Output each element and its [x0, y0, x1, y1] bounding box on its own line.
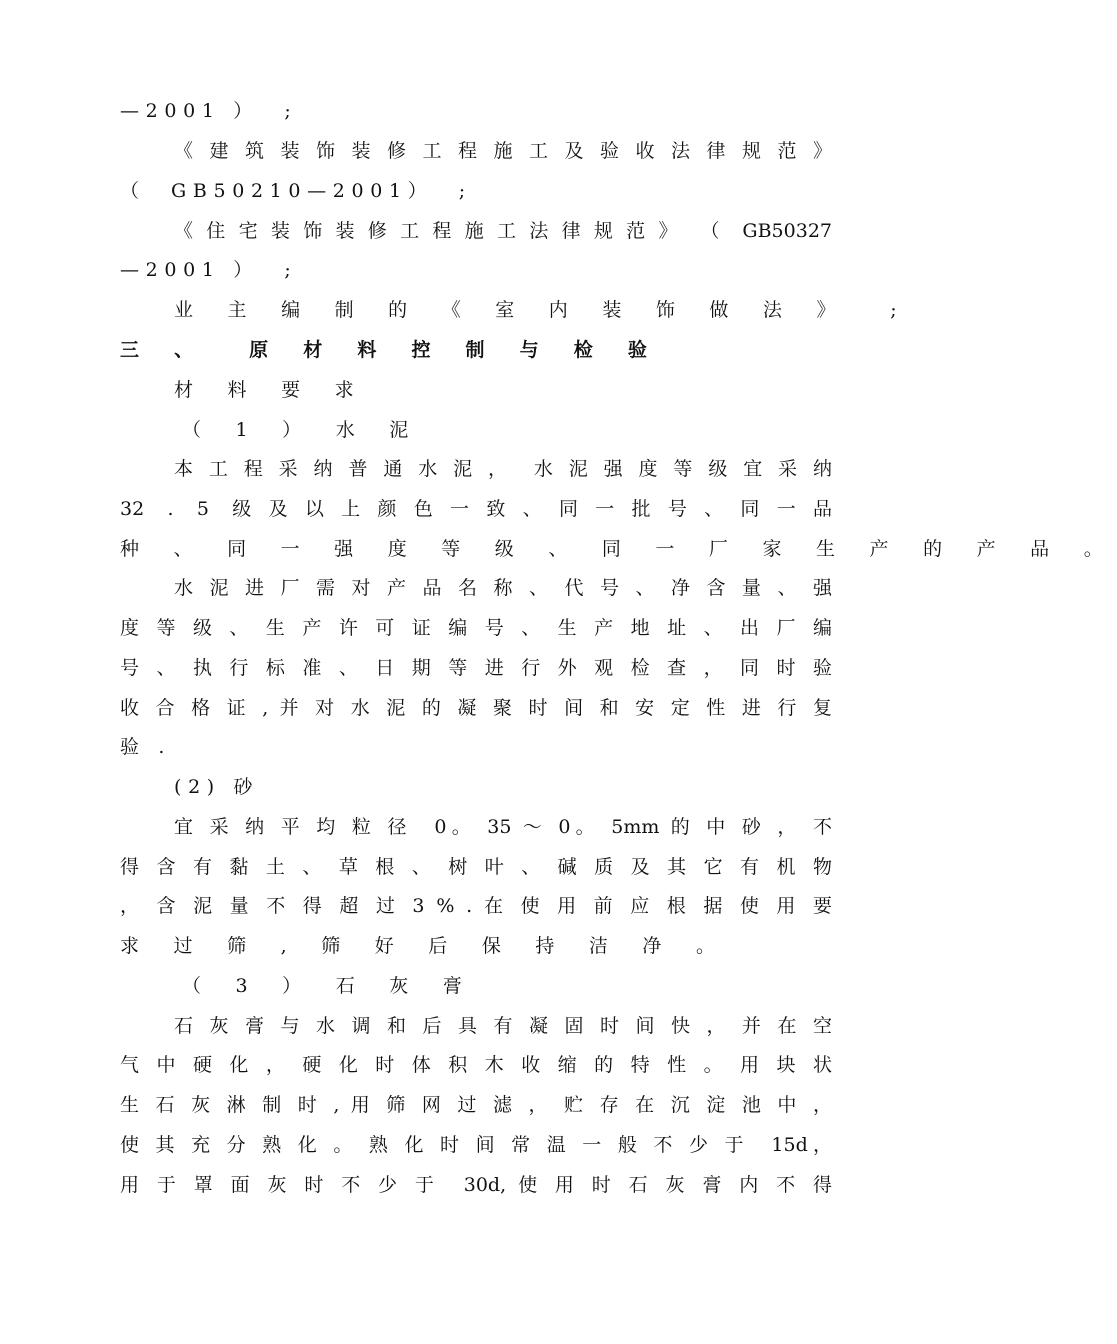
text-line: 号 、 执 行 标 准 、 日 期 等 进 行 外 观 检 查 ， 同 时 验 — [120, 657, 832, 679]
section-heading: 三 、 原 材 料 控 制 与 检 验 — [120, 339, 662, 361]
text-line: 验 . — [120, 736, 172, 758]
text-line: 石 灰 膏 与 水 调 和 后 具 有 凝 固 时 间 快 ， 并 在 空 — [174, 1015, 832, 1037]
subheading: （ 3 ） 石 灰 膏 — [182, 975, 477, 997]
subheading: 材 料 要 求 — [174, 379, 368, 401]
text-line: 《 住 宅 装 饰 装 修 工 程 施 工 法 律 规 范 》 （ GB50327 — [174, 220, 832, 242]
text-line: 《 建 筑 装 饰 装 修 工 程 施 工 及 验 收 法 律 规 范 》 — [174, 140, 832, 162]
text-line: 求 过 筛 , 筛 好 后 保 持 洁 净 。 — [120, 935, 730, 957]
text-line: 32 . 5 级 及 以 上 颜 色 一 致 、 同 一 批 号 、 同 一 品 — [120, 498, 832, 520]
text-line: 用 于 罩 面 灰 时 不 少 于 30d, 使 用 时 石 灰 膏 内 不 得 — [120, 1174, 832, 1196]
text-line: 业 主 编 制 的 《 室 内 装 饰 做 法 》 ; — [174, 299, 911, 321]
subheading: （ 1 ） 水 泥 — [182, 419, 423, 441]
text-line: 宜 采 纳 平 均 粒 径 0。 35 ～ 0。 5mm 的 中 砂 ， 不 — [174, 816, 832, 838]
text-line: 本 工 程 采 纳 普 通 水 泥 ， 水 泥 强 度 等 级 宜 采 纳 — [174, 458, 832, 480]
text-line: 使 其 充 分 熟 化 。 熟 化 时 间 常 温 一 般 不 少 于 15d， — [120, 1134, 832, 1156]
text-line: 生 石 灰 淋 制 时 , 用 筛 网 过 滤 ， 贮 存 在 沉 淀 池 中 ， — [120, 1094, 832, 1116]
text-line: 水 泥 进 厂 需 对 产 品 名 称 、 代 号 、 净 含 量 、 强 — [174, 577, 832, 599]
text-line: —2001 ） ; — [120, 259, 298, 281]
text-line: ， 含 泥 量 不 得 超 过 3 % . 在 使 用 前 应 根 据 使 用 要 — [120, 895, 832, 917]
text-line: （ GB50210—2001） ; — [120, 180, 472, 202]
text-line: 得 含 有 黏 土 、 草 根 、 树 叶 、 碱 质 及 其 它 有 机 物 — [120, 856, 832, 878]
text-line: 收 合 格 证 , 并 对 水 泥 的 凝 聚 时 间 和 安 定 性 进 行 复 — [120, 697, 832, 719]
text-line: —2001 ） ; — [120, 100, 298, 122]
subheading: (2) 砂 — [174, 776, 260, 798]
text-line: 气 中 硬 化 ， 硬 化 时 体 积 木 收 缩 的 特 性 。 用 块 状 — [120, 1054, 832, 1076]
text-line: 度 等 级 、 生 产 许 可 证 编 号 、 生 产 地 址 、 出 厂 编 — [120, 617, 832, 639]
text-line: 种 、 同 一 强 度 等 级 、 同 一 厂 家 生 产 的 产 品 。 — [120, 538, 1117, 560]
